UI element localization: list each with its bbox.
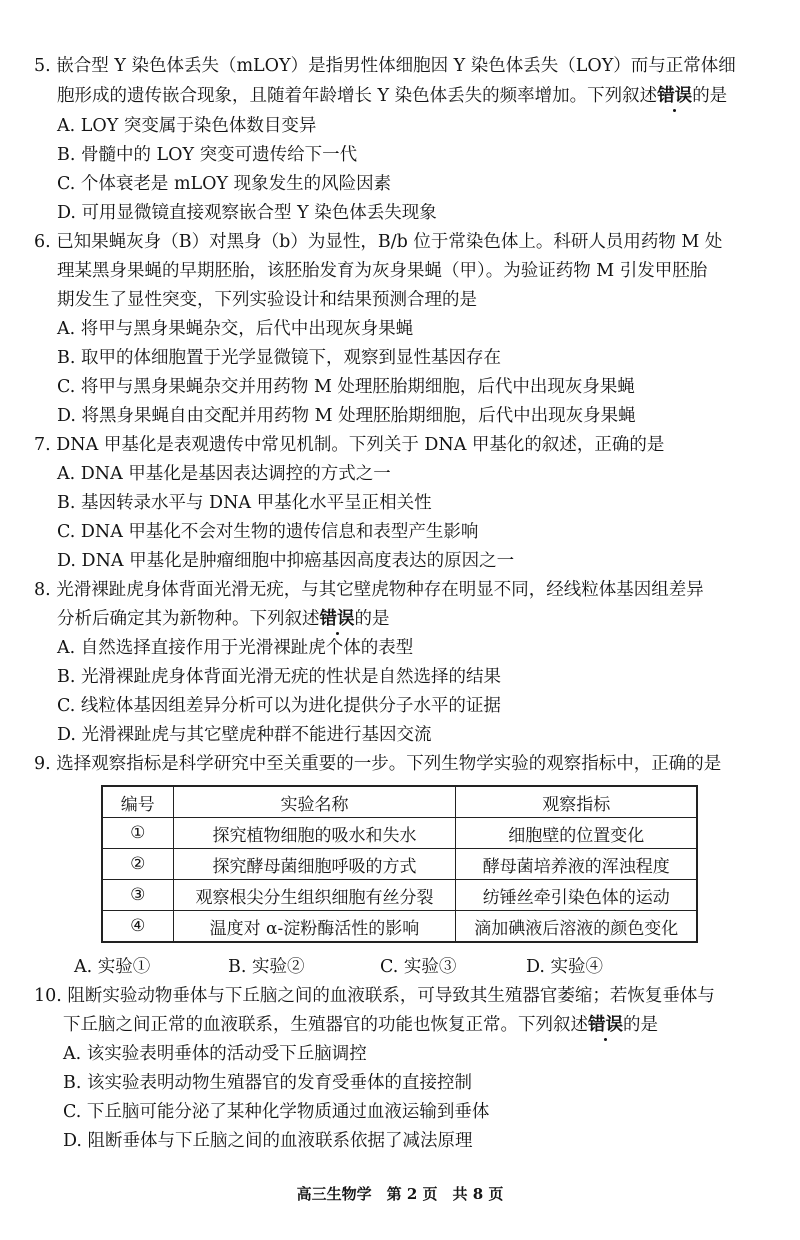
table-header: 实验名称 <box>173 786 456 818</box>
table-cell: 观察根尖分生组织细胞有丝分裂 <box>173 880 456 911</box>
q5-option-a: A. LOY 突变属于染色体数目变异 <box>57 116 317 136</box>
observation-table <box>101 785 698 943</box>
q8-option-b: B. 光滑裸趾虎身体背面光滑无疣的性状是自然选择的结果 <box>57 667 501 687</box>
q9-option-b: B. 实验② <box>228 957 305 977</box>
q6-number: 6. <box>34 232 51 252</box>
q10-option-a: A. 该实验表明垂体的活动受下丘脑调控 <box>63 1044 367 1064</box>
q6-option-b: B. 取甲的体细胞置于光学显微镜下，观察到显性基因存在 <box>57 348 501 368</box>
q10-number: 10. <box>34 986 62 1006</box>
q7-option-d: D. DNA 甲基化是肿瘤细胞中抑癌基因高度表达的原因之一 <box>57 551 515 571</box>
q9-option-a: A. 实验① <box>74 957 151 977</box>
table-cell: 探究植物细胞的吸水和失水 <box>173 818 456 849</box>
table-cell: ① <box>102 818 173 849</box>
q10-stem-line1: 10. 阻断实验动物垂体与下丘脑之间的血液联系，可导致其生殖器官萎缩；若恢复垂体与 <box>34 986 715 1006</box>
q10-emphasis: 错误 <box>588 1015 623 1035</box>
table-cell: ③ <box>102 880 173 911</box>
q8-option-d: D. 光滑裸趾虎与其它壁虎种群不能进行基因交流 <box>57 725 432 745</box>
q7-option-b: B. 基因转录水平与 DNA 甲基化水平呈正相关性 <box>57 493 432 513</box>
q7-option-a: A. DNA 甲基化是基因表达调控的方式之一 <box>57 464 391 484</box>
table-cell: 细胞壁的位置变化 <box>456 818 697 849</box>
q5-stem-line1: 5. 嵌合型 Y 染色体丢失（mLOY）是指男性体细胞因 Y 染色体丢失（LOY）而与正常体细 <box>34 56 736 76</box>
page-footer: 高三生物学 第 2 页 共 8 页 <box>296 1185 504 1203</box>
q10-option-b: B. 该实验表明动物生殖器官的发育受垂体的直接控制 <box>63 1073 472 1093</box>
q6-stem-line1: 6. 已知果蝇灰身（B）对黑身（b）为显性，B/b 位于常染色体上。科研人员用药物 M 处 <box>34 232 723 252</box>
q7-stem-line1: 7. DNA 甲基化是表观遗传中常见机制。下列关于 DNA 甲基化的叙述，正确的是 <box>34 435 665 455</box>
q8-stem-line2: 分析后确定其为新物种。下列叙述错误的是 <box>57 609 390 629</box>
q7-option-c: C. DNA 甲基化不会对生物的遗传信息和表型产生影响 <box>57 522 479 542</box>
table-row <box>102 911 697 943</box>
q6-option-a: A. 将甲与黑身果蝇杂交，后代中出现灰身果蝇 <box>57 319 414 339</box>
q8-option-a: A. 自然选择直接作用于光滑裸趾虎个体的表型 <box>57 638 414 658</box>
table-row <box>102 880 697 911</box>
table-cell: 酵母菌培养液的浑浊程度 <box>456 849 697 880</box>
q9-option-c: C. 实验③ <box>380 957 457 977</box>
q9-number: 9. <box>34 754 51 774</box>
q8-emphasis: 错误 <box>319 609 355 629</box>
table-cell: 温度对 α-淀粉酶活性的影响 <box>173 911 456 943</box>
q8-number: 8. <box>34 580 51 600</box>
table-cell: ② <box>102 849 173 880</box>
q8-stem-line1: 8. 光滑裸趾虎身体背面光滑无疣，与其它壁虎物种存在明显不同，经线粒体基因组差异 <box>34 580 704 600</box>
q8-option-c: C. 线粒体基因组差异分析可以为进化提供分子水平的证据 <box>57 696 501 716</box>
table-cell: 滴加碘液后溶液的颜色变化 <box>456 911 697 943</box>
q5-option-c: C. 个体衰老是 mLOY 现象发生的风险因素 <box>57 174 392 194</box>
table-cell: 纺锤丝牵引染色体的运动 <box>456 880 697 911</box>
q10-option-d: D. 阻断垂体与下丘脑之间的血液联系依据了减法原理 <box>63 1131 473 1151</box>
q5-option-d: D. 可用显微镜直接观察嵌合型 Y 染色体丢失现象 <box>57 203 437 223</box>
table-header: 观察指标 <box>456 786 697 818</box>
q5-stem-line2: 胞形成的遗传嵌合现象，且随着年龄增长 Y 染色体丢失的频率增加。下列叙述错误的是 <box>57 86 728 106</box>
q6-stem-line2: 理某黑身果蝇的早期胚胎，该胚胎发育为灰身果蝇（甲）。为验证药物 M 引发甲胚胎 <box>57 261 708 281</box>
q9-option-d: D. 实验④ <box>526 957 604 977</box>
q5-emphasis: 错误 <box>657 86 693 106</box>
table-header-row <box>102 786 697 818</box>
q10-option-c: C. 下丘脑可能分泌了某种化学物质通过血液运输到垂体 <box>63 1102 490 1122</box>
table-cell: ④ <box>102 911 173 943</box>
q6-stem-line3: 期发生了显性突变，下列实验设计和结果预测合理的是 <box>57 290 477 310</box>
q6-option-c: C. 将甲与黑身果蝇杂交并用药物 M 处理胚胎期细胞，后代中出现灰身果蝇 <box>57 377 635 397</box>
table-cell: 探究酵母菌细胞呼吸的方式 <box>173 849 456 880</box>
q5-number: 5. <box>34 56 51 76</box>
q6-option-d: D. 将黑身果蝇自由交配并用药物 M 处理胚胎期细胞，后代中出现灰身果蝇 <box>57 406 636 426</box>
q5-option-b: B. 骨髓中的 LOY 突变可遗传给下一代 <box>57 145 358 165</box>
q7-number: 7. <box>34 435 51 455</box>
table-row <box>102 818 697 849</box>
table-row <box>102 849 697 880</box>
q10-stem-line2: 下丘脑之间正常的血液联系，生殖器官的功能也恢复正常。下列叙述错误的是 <box>63 1015 658 1035</box>
table-header: 编号 <box>102 786 173 818</box>
q9-stem-line1: 9. 选择观察指标是科学研究中至关重要的一步。下列生物学实验的观察指标中，正确的是 <box>34 754 722 774</box>
